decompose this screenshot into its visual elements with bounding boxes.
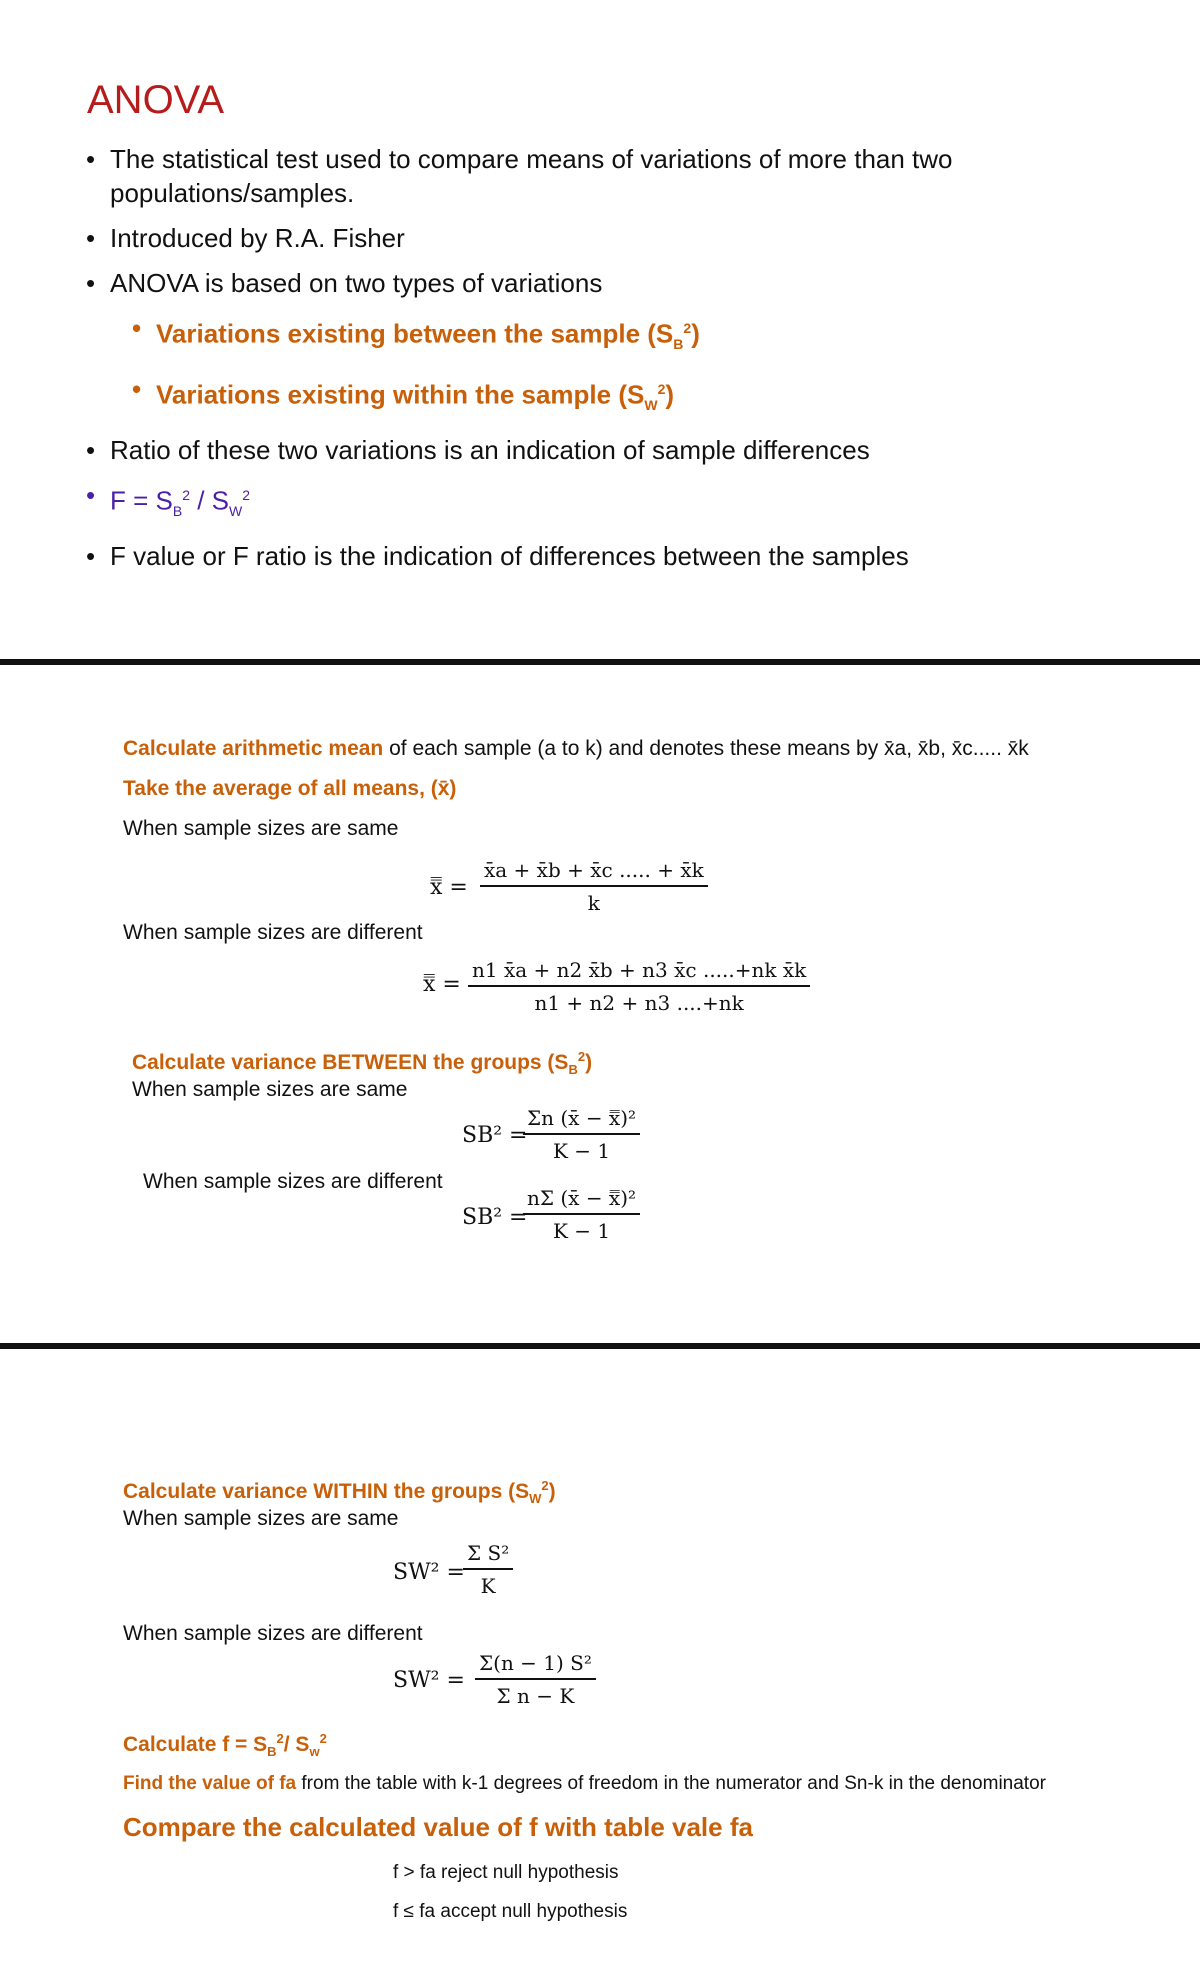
- step-between-variance: Calculate variance BETWEEN the groups $(S_B^2)$: [132, 1049, 593, 1078]
- different-size-label: When sample sizes are different: [123, 921, 423, 944]
- bullet-f-formula: • $F = S_B^2 / S_W^2$: [86, 478, 1086, 528]
- between-same-lhs: SB² =: [462, 1123, 528, 1148]
- step-find-fa: [123, 1773, 1046, 1795]
- within-same-fraction: [463, 1541, 513, 1598]
- fraction-denominator: Σ n − K: [496, 1684, 575, 1708]
- bullet-list: [86, 142, 1086, 584]
- within-different-label: When sample sizes are different: [123, 1622, 423, 1645]
- bullet-text: The statistical test used to compare means of variations of more than two populations/samples.: [110, 144, 953, 208]
- bullet-ratio: [86, 433, 1086, 467]
- reject-rule: f > fa reject null hypothesis: [393, 1862, 619, 1883]
- same-size-label: When sample sizes are same: [123, 817, 399, 840]
- fraction-denominator: n1 + n2 + n3 ....+nk: [534, 991, 744, 1015]
- bullet-fisher: [86, 221, 1086, 255]
- within-same-lhs: SW² =: [393, 1560, 465, 1585]
- bullet-text: ANOVA is based on two types of variations: [110, 268, 603, 298]
- within-different-fraction: [475, 1651, 596, 1708]
- step-within-variance: Calculate variance WITHIN the groups $(S_W^2)$: [123, 1478, 556, 1507]
- step-label: Calculate f = S: [123, 1733, 268, 1756]
- within-same-label: When sample sizes are same: [123, 1507, 399, 1530]
- sub-bullet-within: • Variations existing within the sample $(S_W^2)$: [132, 372, 1086, 422]
- step-text: of each sample (a to k) and denotes these means by x̄a, x̄b, x̄c..... x̄k: [383, 737, 1029, 760]
- fraction-denominator: K: [480, 1574, 496, 1598]
- grand-mean-same-fraction: [480, 858, 708, 915]
- bullet-text: Introduced by R.A. Fisher: [110, 223, 405, 253]
- fraction-numerator: nΣ (x̄ − x̿)²: [523, 1186, 640, 1215]
- bullet-text: Variations existing within the sample (S: [156, 379, 645, 410]
- bullet-text: F = S: [110, 485, 173, 516]
- step-text: from the table with k-1 degrees of freedom in the numerator and Sn-k in the denominator: [296, 1773, 1046, 1794]
- step-label: Calculate arithmetic mean: [123, 737, 384, 760]
- fraction-denominator: k: [587, 891, 600, 915]
- between-different-fraction: [523, 1186, 640, 1243]
- within-different-lhs: SW² =: [393, 1668, 465, 1693]
- grand-mean-lhs-different: x̿ =: [423, 972, 461, 997]
- step-label: Find the value of fa: [123, 1773, 297, 1794]
- fraction-numerator: Σn (x̄ − x̿)²: [523, 1106, 640, 1135]
- grand-mean-different-fraction: [468, 958, 810, 1015]
- bullet-definition: [86, 142, 1086, 210]
- bullet-text: Variations existing between the sample (S: [156, 318, 674, 349]
- between-same-fraction: [523, 1106, 640, 1163]
- fraction-numerator: x̄a + x̄b + x̄c ..... + x̄k: [480, 858, 708, 887]
- step-label: Calculate variance BETWEEN the groups (S: [132, 1051, 569, 1074]
- step-average-means: Take the average of all means, (x̄): [123, 777, 457, 800]
- step-label: Calculate variance WITHIN the groups (S: [123, 1480, 530, 1503]
- accept-rule: f ≤ fa accept null hypothesis: [393, 1901, 628, 1922]
- bullet-f-value: [86, 539, 1086, 573]
- grand-mean-lhs: x̿ =: [430, 875, 468, 900]
- page-title: ANOVA: [87, 78, 225, 122]
- fraction-numerator: Σ S²: [463, 1541, 513, 1570]
- fraction-denominator: K − 1: [552, 1139, 611, 1163]
- bullet-text: F value or F ratio is the indication of differences between the samples: [110, 540, 909, 571]
- fraction-denominator: K − 1: [552, 1219, 611, 1243]
- bullet-variations: [86, 266, 1086, 300]
- step-compare: Compare the calculated value of f with table vale fa: [123, 1812, 753, 1842]
- between-different-label: When sample sizes are different: [143, 1170, 443, 1193]
- step-arithmetic-mean: [123, 737, 1029, 761]
- sub-bullet-between: • Variations existing between the sample $(S_B^2)$: [132, 311, 1086, 361]
- fraction-numerator: n1 x̄a + n2 x̄b + n3 x̄c .....+nk x̄k: [468, 958, 810, 987]
- slide-divider: [0, 1343, 1200, 1349]
- between-same-label: When sample sizes are same: [132, 1078, 408, 1101]
- bullet-text: Ratio of these two variations is an indication of sample differences: [110, 434, 870, 465]
- fraction-numerator: Σ(n − 1) S²: [475, 1651, 596, 1680]
- step-calculate-f: Calculate $f = S_B^2/$ $S_w^2$: [123, 1731, 327, 1760]
- between-different-lhs: SB² =: [462, 1205, 528, 1230]
- slide-divider: [0, 659, 1200, 665]
